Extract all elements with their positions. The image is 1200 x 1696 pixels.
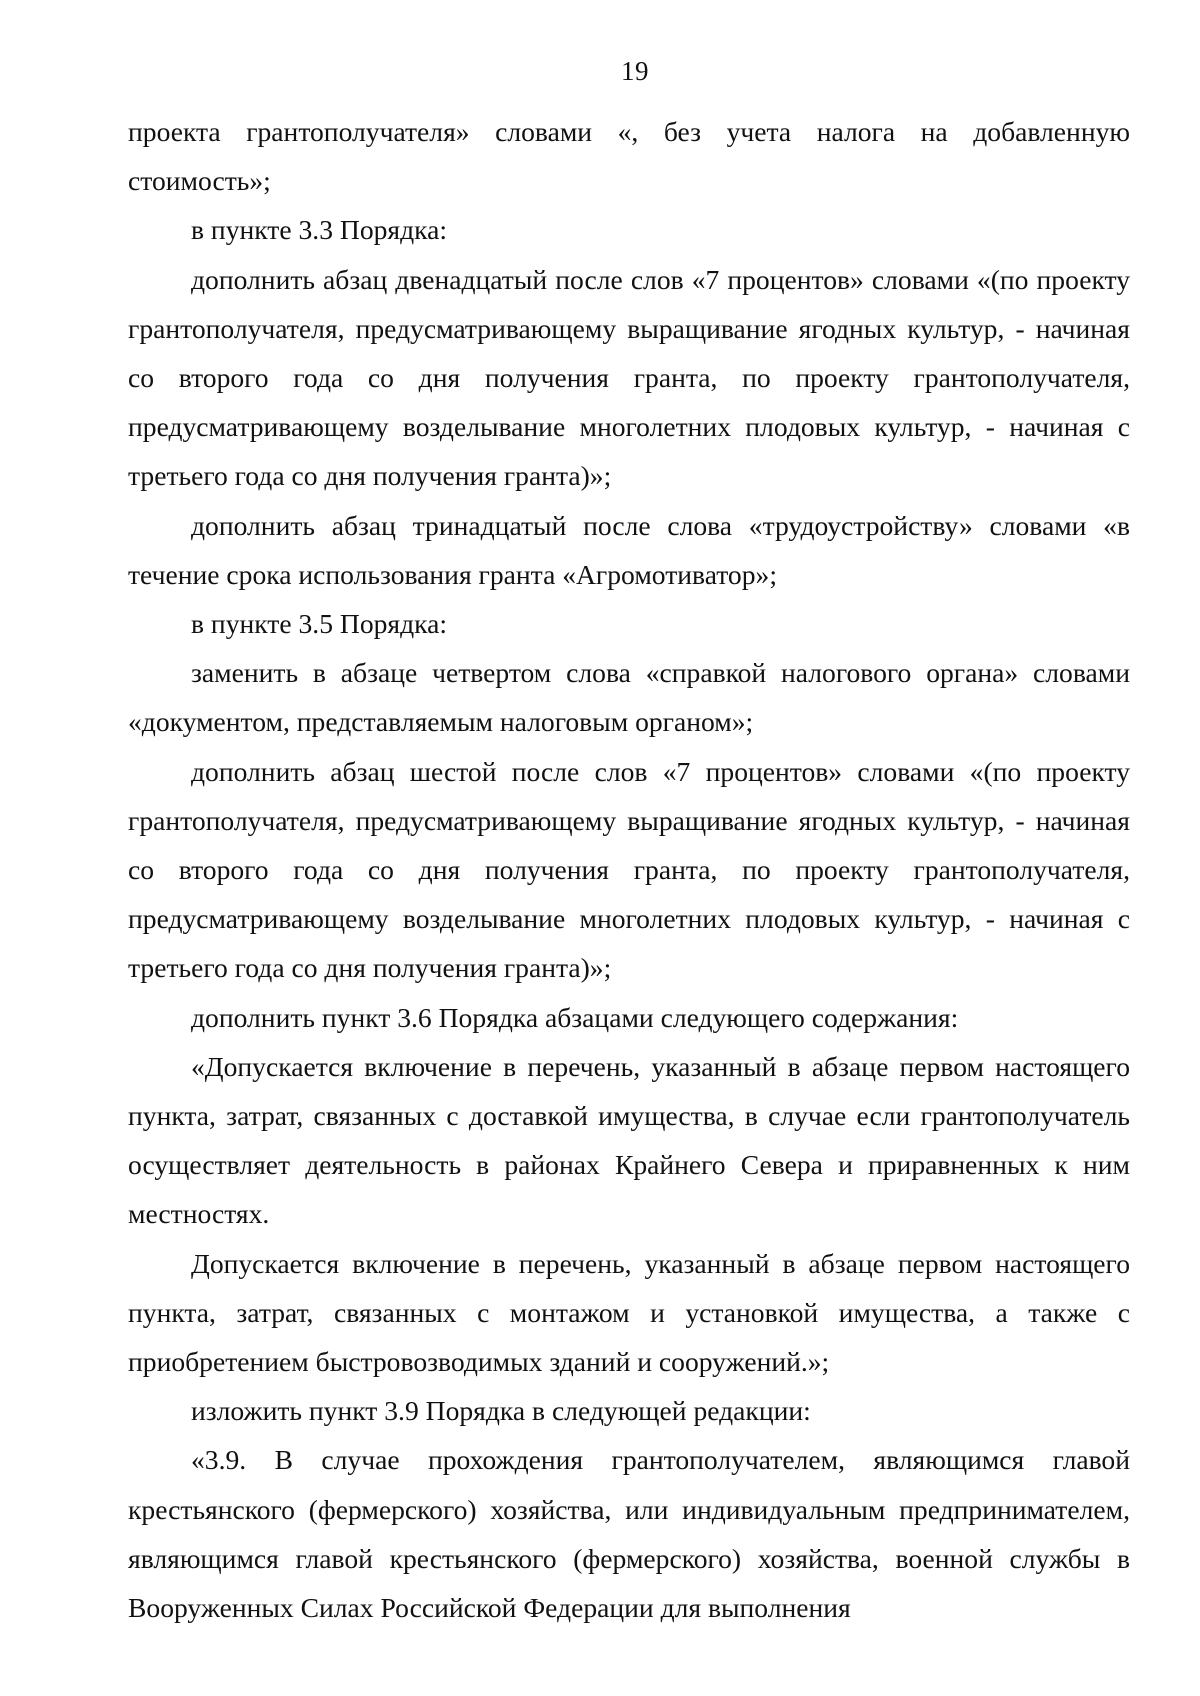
paragraph-10: Допускается включение в перечень, указанный в абзаце первом настоящего пункта, затрат, связанных с монтажом и установкой имущества, а также с приобретением быстровозводимых зданий и сооружений.»; bbox=[128, 1247, 1130, 1378]
paragraph-4: дополнить абзац тринадцатый после слова «трудоустройству» словами «в течение срока использования гранта «Агромотиватор»; bbox=[128, 509, 1130, 590]
paragraph-3: дополнить абзац двенадцатый после слов «7 процентов» словами «(по проекту грантополучателя, предусматривающему выращивание ягодных культур, - начиная со второго года со дня получения гранта, по проекту грантополучателя, предусматривающему возделывание многолетних плодовых культур, - начиная с третьего года со дня получения гранта)»; bbox=[128, 263, 1130, 492]
paragraph-9: «Допускается включение в перечень, указанный в абзаце первом настоящего пункта, затрат, связанных с доставкой имущества, в случае если грантополучатель осуществляет деятельность в районах Крайнего Севера и приравненных к ним местностях. bbox=[128, 1050, 1130, 1230]
paragraph-5: в пункте 3.5 Порядка: bbox=[191, 608, 448, 640]
paragraph-2: в пункте 3.3 Порядка: bbox=[191, 214, 448, 246]
paragraph-1: проекта грантополучателя» словами «, без учета налога на добавленную стоимость»; bbox=[128, 116, 1130, 197]
paragraph-11: изложить пункт 3.9 Порядка в следующей редакции: bbox=[191, 1395, 811, 1427]
page-number: 19 bbox=[621, 56, 649, 86]
document-body bbox=[128, 107, 1130, 1632]
paragraph-6: заменить в абзаце четвертом слова «справкой налогового органа» словами «документом, представляемым налоговым органом»; bbox=[128, 657, 1130, 738]
paragraph-7: дополнить абзац шестой после слов «7 процентов» словами «(по проекту грантополучателя, предусматривающему выращивание ягодных культур, - начиная со второго года со дня получения гранта, по проекту грантополучателя, предусматривающему возделывание многолетних плодовых культур, - начиная с третьего года со дня получения гранта)»; bbox=[128, 755, 1130, 984]
paragraph-12: «3.9. В случае прохождения грантополучателем, являющимся главой крестьянского (фермерского) хозяйства, или индивидуальным предпринимателем, являющимся главой крестьянского (фермерского) хозяйства, военной службы в Вооруженных Силах Российской Федерации для выполнения bbox=[128, 1444, 1130, 1624]
paragraph-8: дополнить пункт 3.6 Порядка абзацами следующего содержания: bbox=[191, 1001, 959, 1033]
